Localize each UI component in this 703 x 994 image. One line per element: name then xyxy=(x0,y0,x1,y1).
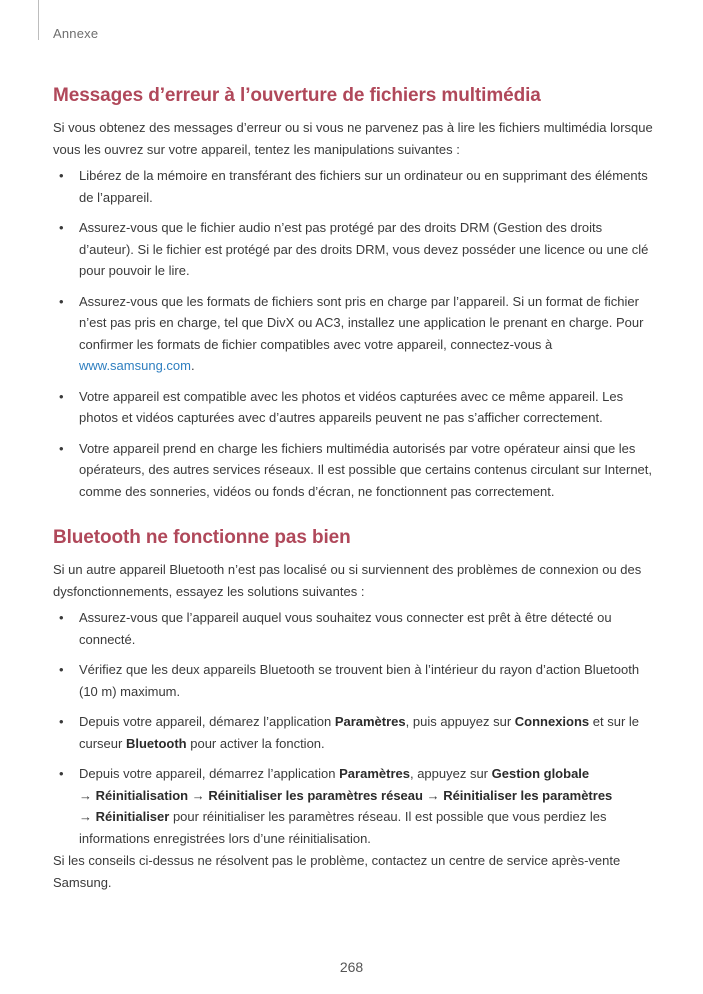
ui-term: Connexions xyxy=(514,714,590,729)
ui-term: Réinitialisation xyxy=(95,787,189,803)
ui-term: Réinitialiser les paramètres xyxy=(443,787,613,803)
running-header: Annexe xyxy=(53,26,99,41)
bullet-icon: • xyxy=(59,440,64,456)
list-item: • Votre appareil est compatible avec les photos et vidéos capturées avec ce même appareil. Les photos et vidéos capturées avec d’autres appareils peuvent ne pas s’afficher correctement. xyxy=(53,386,653,429)
bullet-icon: • xyxy=(59,610,64,625)
list-item: • Libérez de la mémoire en transférant des fichiers sur un ordinateur ou en supprimant des éléments de l’appareil. xyxy=(53,165,653,208)
section-title-bluetooth: Bluetooth ne fonctionne pas bien xyxy=(53,527,351,548)
ui-term: Paramètres xyxy=(339,766,410,781)
ui-term: Gestion globale xyxy=(491,766,590,781)
list-item: • Votre appareil prend en charge les fichiers multimédia autorisés par votre opérateur ainsi que les opérateurs, des autres services réseaux. Il est possible que certains contenus circulant sur Internet, comme des sonneries, vidéos ou fonds d’écran, ne fonctionnent pas correctement. xyxy=(53,438,653,503)
page-content xyxy=(53,84,653,893)
bullet-icon: • xyxy=(59,168,64,183)
section-title-media-errors: Messages d’erreur à l’ouverture de fichiers multimédia xyxy=(53,85,541,106)
bullet-icon: • xyxy=(59,220,64,235)
bullet-icon: • xyxy=(59,662,64,677)
ui-term: Paramètres xyxy=(334,714,406,729)
bullet-list-bluetooth xyxy=(53,607,653,849)
bullet-icon: • xyxy=(59,714,64,729)
list-item: • Assurez-vous que le fichier audio n’est pas protégé par des droits DRM (Gestion des droits d’auteur). Si le fichier est protégé par des droits DRM, vous devez posséder une licence ou une clé pour pouvoir le lire. xyxy=(53,217,653,282)
section-intro-bluetooth: Si un autre appareil Bluetooth n’est pas localisé ou si surviennent des problèmes de connexion ou des dysfonctionnements, essayez les solutions suivantes : xyxy=(53,562,642,599)
ui-term: Réinitialiser les paramètres réseau xyxy=(208,787,423,803)
samsung-website-link[interactable]: www.samsung.com xyxy=(79,358,191,373)
bullet-list-media xyxy=(53,165,653,502)
page-number: 268 xyxy=(339,959,364,975)
section-intro-media: Si vous obtenez des messages d’erreur ou si vous ne parvenez pas à lire les fichiers multimédia lorsque vous les ouvrez sur votre appareil, tentez les manipulations suivantes : xyxy=(53,120,653,157)
ui-term: Bluetooth xyxy=(125,735,187,751)
ui-term: Réinitialiser xyxy=(95,809,170,824)
bullet-icon: • xyxy=(59,293,64,309)
list-item: • Vérifiez que les deux appareils Bluetooth se trouvent bien à l’intérieur du rayon d’action Bluetooth (10 m) maximum. xyxy=(53,659,653,702)
bullet-icon: • xyxy=(59,766,64,781)
arrow-icon: → xyxy=(422,787,444,803)
closing-paragraph: Si les conseils ci-dessus ne résolvent pas le problème, contactez un centre de service après-vente Samsung. xyxy=(53,853,621,890)
margin-rule xyxy=(38,0,39,40)
arrow-icon: → xyxy=(188,787,209,803)
list-item: • Assurez-vous que l’appareil auquel vous souhaitez vous connecter est prêt à être détecté ou connecté. xyxy=(53,607,653,650)
list-item: • Depuis votre appareil, démarrez l’application Paramètres, appuyez sur Gestion globale → Réinitialisation → Réinitialiser les paramètres réseau → Réinitialiser les paramètres → Réinitialiser pour réinitialiser les paramètres réseau. Il est possible que vous perdiez les informations enregistrées lors d’une réinitialisation. xyxy=(53,763,653,849)
arrow-icon: → xyxy=(79,787,96,803)
arrow-icon: → xyxy=(79,809,96,824)
list-item: • Depuis votre appareil, démarez l’application Paramètres, puis appuyez sur Connexions et sur le curseur Bluetooth pour activer la fonction. xyxy=(53,711,653,754)
list-item: • Assurez-vous que les formats de fichiers sont pris en charge par l’appareil. Si un format de fichier n’est pas pris en charge, tel que DivX ou AC3, installez une application le prenant en charge. Pour confirmer les formats de fichier compatibles avec votre appareil, connectez-vous à www.samsung.com. xyxy=(53,291,653,377)
bullet-icon: • xyxy=(59,388,64,404)
